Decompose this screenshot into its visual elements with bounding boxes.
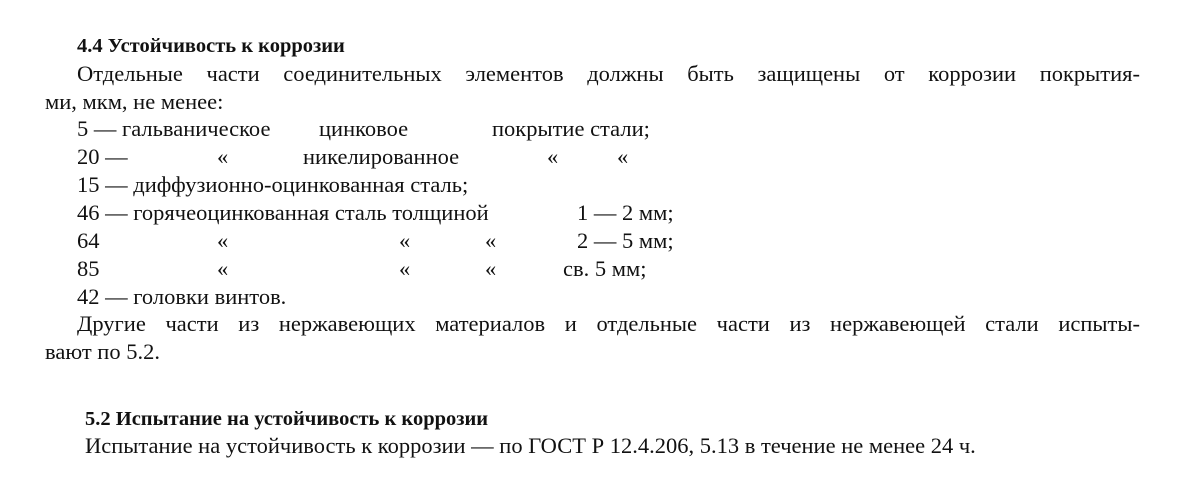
item-20-col4: « (617, 144, 629, 169)
item-5-value: 5 — гальваническое (77, 116, 271, 141)
item-20-col3: « (547, 144, 559, 169)
item-85-value: 85 (77, 256, 100, 281)
list-item-5 (77, 115, 1077, 143)
item-85-col1: « (217, 256, 229, 281)
list-item-15: 15 — диффузионно-оцинкованная сталь; (77, 172, 469, 197)
item-20-col1: « (217, 144, 229, 169)
item-20-value: 20 — (77, 144, 128, 169)
list-item-64 (77, 227, 1077, 255)
intro-line-1: Отдельные части соединительных элементов должны быть защищены от коррозии покрытия- (77, 61, 1140, 86)
item-64-col3: « (485, 228, 497, 253)
list-item-46 (77, 199, 1077, 227)
item-5-col2: покрытие стали; (492, 116, 650, 141)
item-85-col4: св. 5 мм; (563, 256, 647, 281)
other-parts-line-2: вают по 5.2. (45, 339, 160, 364)
section-5-2-heading: 5.2 Испытание на устойчивость к коррозии (85, 408, 489, 430)
other-parts-line-1: Другие части из нержавеющих материалов и отдельные части из нержавеющей стали испыты- (77, 311, 1140, 336)
section-4-4-heading: 4.4 Устойчивость к коррозии (77, 35, 345, 57)
item-46-value: 46 — горячеоцинкованная сталь толщиной (77, 200, 489, 225)
list-item-42: 42 — головки винтов. (77, 284, 287, 309)
intro-line-2: ми, мкм, не менее: (45, 89, 224, 114)
item-85-col3: « (485, 256, 497, 281)
section-5-2-text: Испытание на устойчивость к коррозии — по ГОСТ Р 12.4.206, 5.13 в течение не менее 24 ч. (85, 433, 976, 458)
item-20-col2: никелированное (303, 144, 460, 169)
list-item-85 (77, 255, 1077, 283)
item-64-col2: « (399, 228, 411, 253)
item-64-value: 64 (77, 228, 100, 253)
item-5-col1: цинковое (319, 116, 409, 141)
item-64-col4: 2 — 5 мм; (577, 228, 674, 253)
list-item-20 (77, 143, 1077, 171)
item-85-col2: « (399, 256, 411, 281)
item-64-col1: « (217, 228, 229, 253)
item-46-col1: 1 — 2 мм; (577, 200, 674, 225)
